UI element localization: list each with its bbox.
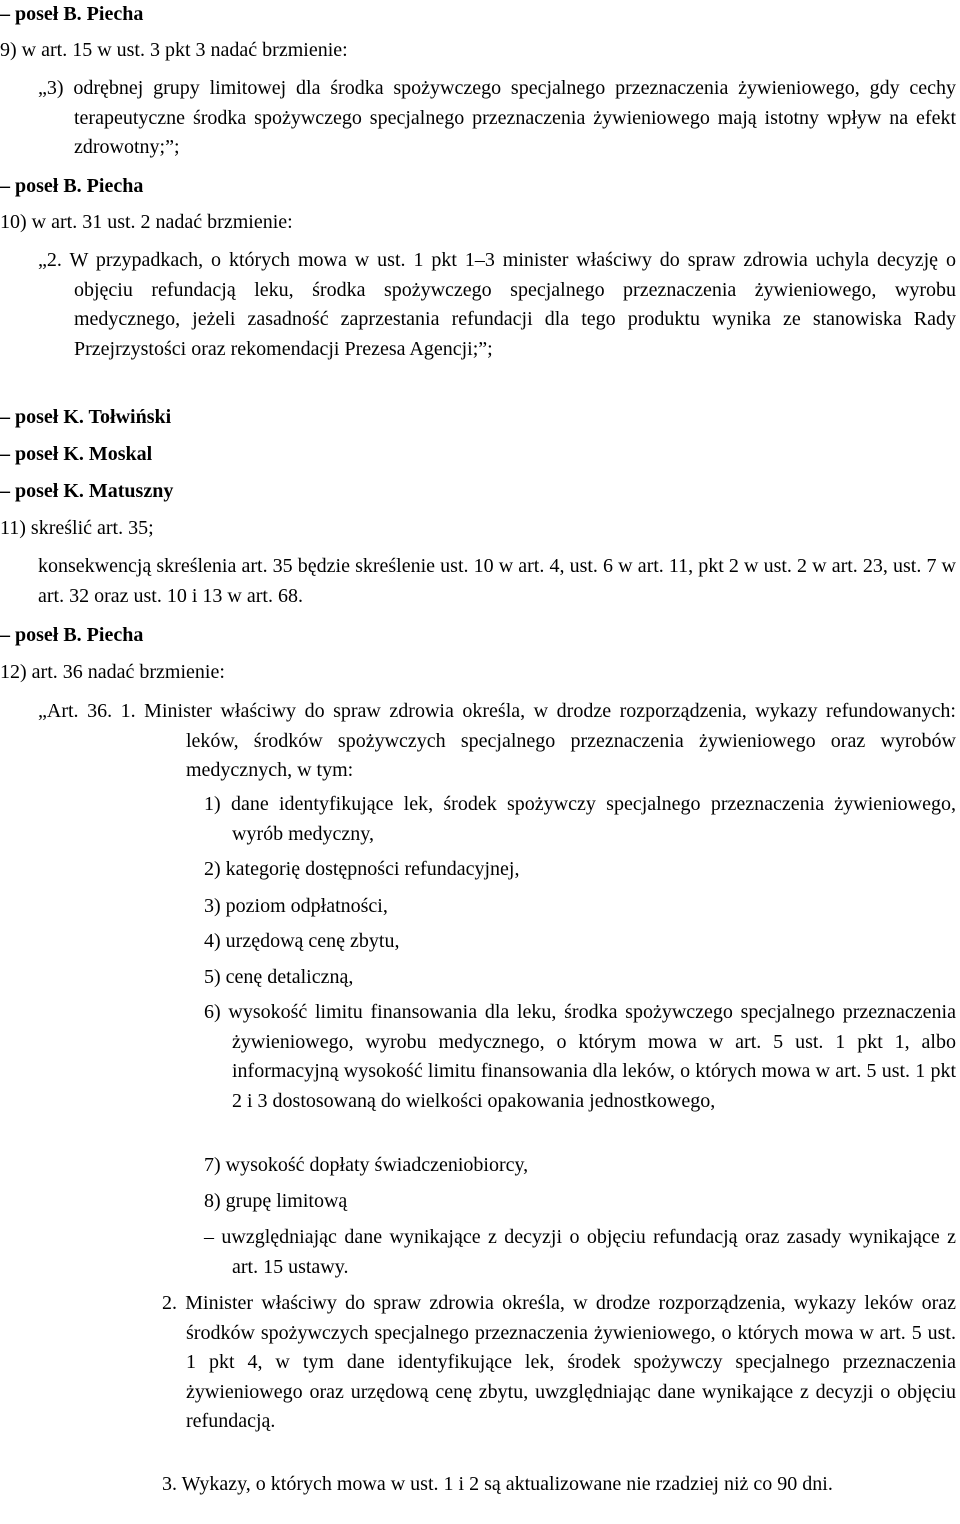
list-item: 2) kategorię dostępności refundacyjnej, <box>204 858 520 880</box>
list-item: 6) wysokość limitu finansowania dla leku, środka spożywczego specjalnego przeznaczenia żywieniowego, wyrobu medycznego, o którym mowa w art. 5 ust. 1 pkt 1, albo informacyjną wysokość limitu finansowania dla leków, o których mowa w art. 5 ust. 1 pkt 2 i 3 dostosowaną do wielkości opakowania jednostkowego, <box>204 1001 956 1112</box>
amendment-heading: 10) w art. 31 ust. 2 nadać brzmienie: <box>0 211 293 233</box>
amendment-heading: 11) skreślić art. 35; <box>0 517 154 539</box>
list-item: 5) cenę detaliczną, <box>204 966 354 988</box>
list-closing-clause: – uwzględniając dane wynikające z decyzji o objęciu refundacją oraz zasady wynikające z art. 15 ustawy. <box>204 1226 956 1278</box>
consequence-note: konsekwencją skreślenia art. 35 będzie skreślenie ust. 10 w art. 4, ust. 6 w art. 11, pkt 2 w ust. 2 w art. 23, ust. 7 w art. 32 oraz ust. 10 i 13 w art. 68. <box>38 555 956 607</box>
mp-name: – poseł B. Piecha <box>0 175 144 197</box>
article-36-paragraph-3: 3. Wykazy, o których mowa w ust. 1 i 2 są aktualizowane nie rzadziej niż co 90 dni. <box>162 1473 833 1495</box>
list-item: 7) wysokość dopłaty świadczeniobiorcy, <box>204 1154 529 1176</box>
article-36-paragraph-2: 2. Minister właściwy do spraw zdrowia określa, w drodze rozporządzenia, wykazy leków oraz środków spożywczych specjalnego przeznaczenia żywieniowego, o których mowa w art. 5 ust. 1 pkt 4, w tym dane identyfikujące lek, środek spożywczy specjalnego przeznaczenia żywieniowego oraz urzędową cenę zbytu, uwzględniając dane wynikające z decyzji o objęciu refundacją. <box>162 1292 956 1432</box>
list-item: 3) poziom odpłatności, <box>204 895 388 917</box>
mp-name: – poseł K. Moskal <box>0 443 153 465</box>
mp-name: – poseł B. Piecha <box>0 624 144 646</box>
article-36-paragraph-1: „Art. 36. 1. Minister właściwy do spraw zdrowia określa, w drodze rozporządzenia, wykazy refundowanych: leków, środków spożywczych specjalnego przeznaczenia żywieniowego oraz wyrobów medycznych, w tym: <box>38 700 956 781</box>
amendment-heading: 12) art. 36 nadać brzmienie: <box>0 661 225 683</box>
amendment-text: „2. W przypadkach, o których mowa w ust. 1 pkt 1–3 minister właściwy do spraw zdrowia uchyla decyzję o objęciu refundacją leku, środka spożywczego specjalnego przeznaczenia żywieniowego, wyrobu medycznego, jeżeli zasadność zaprzestania refundacji dla tego produktu wynika ze stanowiska Rady Przejrzystości oraz rekomendacji Prezesa Agencji;”; <box>38 249 956 360</box>
list-item: 8) grupę limitową <box>204 1190 348 1212</box>
mp-name: – poseł K. Matuszny <box>0 480 174 502</box>
list-item: 1) dane identyfikujące lek, środek spożywczy specjalnego przeznaczenia żywieniowego, wyrób medyczny, <box>204 793 956 845</box>
amendment-heading: 9) w art. 15 w ust. 3 pkt 3 nadać brzmienie: <box>0 39 348 61</box>
mp-name: – poseł K. Tołwiński <box>0 406 172 428</box>
list-item: 4) urzędową cenę zbytu, <box>204 930 400 952</box>
mp-name: – poseł B. Piecha <box>0 3 144 25</box>
amendment-text: „3) odrębnej grupy limitowej dla środka spożywczego specjalnego przeznaczenia żywieniowego, gdy cechy terapeutyczne środka spożywczego specjalnego przeznaczenia żywieniowego mają istotny wpływ na efekt zdrowotny;”; <box>38 77 956 158</box>
